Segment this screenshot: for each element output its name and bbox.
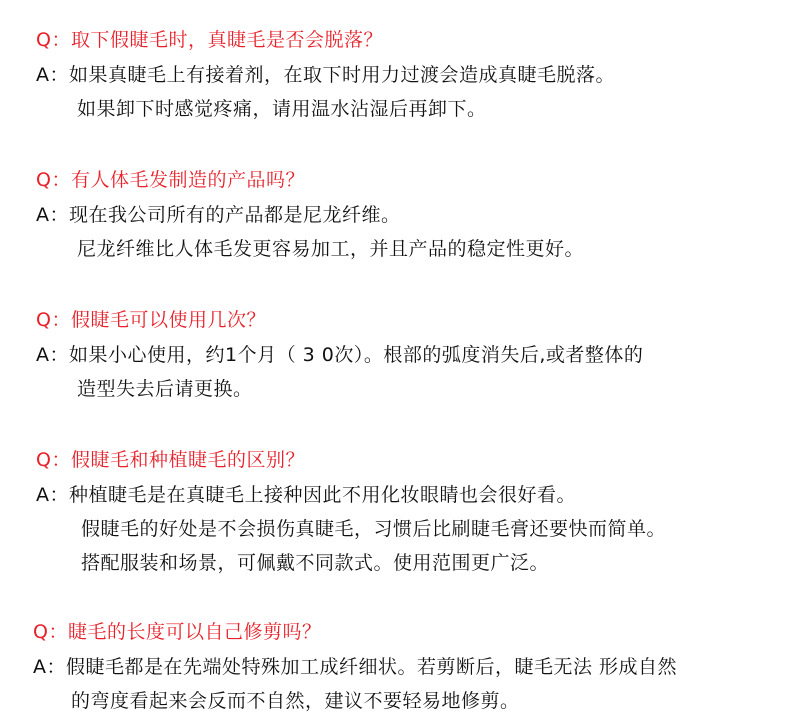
faq-question-4: Q：假睫毛和种植睫毛的区别？	[36, 449, 305, 471]
faq-answer-1-line-2: 如果卸下时感觉疼痛，请用温水沾湿后再卸下。	[77, 98, 487, 120]
faq-question-3: Q：假睫毛可以使用几次？	[36, 309, 266, 331]
faq-question-1: Q：取下假睫毛时，真睫毛是否会脱落？	[36, 29, 383, 51]
faq-answer-1-line-1: A：如果真睫毛上有接着剂，在取下时用力过渡会造成真睫毛脱落。	[36, 64, 615, 86]
faq-answer-3-line-1: A：如果小心使用，约1个月（ 3 0次）。根部的弧度消失后,或者整体的	[36, 344, 644, 366]
faq-answer-5-line-2: 的弯度看起来会反而不自然，建议不要轻易地修剪。	[71, 690, 520, 712]
faq-question-5: Q：睫毛的长度可以自己修剪吗？	[33, 621, 322, 643]
faq-question-2: Q：有人体毛发制造的产品吗？	[36, 169, 305, 191]
faq-answer-3-line-2: 造型失去后请更换。	[77, 378, 253, 400]
faq-answer-2-line-1: A：现在我公司所有的产品都是尼龙纤维。	[36, 204, 401, 226]
faq-answer-4-line-2: 假睫毛的好处是不会损伤真睫毛，习惯后比刷睫毛膏还要快而简单。	[81, 518, 667, 540]
faq-answer-2-line-2: 尼龙纤维比人体毛发更容易加工，并且产品的稳定性更好。	[77, 238, 585, 260]
faq-answer-4-line-3: 搭配服装和场景，可佩戴不同款式。使用范围更广泛。	[81, 552, 550, 574]
faq-answer-5-line-1: A：假睫毛都是在先端处特殊加工成纤细状。若剪断后，睫毛无法 形成自然	[33, 656, 678, 678]
faq-answer-4-line-1: A：种植睫毛是在真睫毛上接种因此不用化妆眼睛也会很好看。	[36, 484, 576, 506]
